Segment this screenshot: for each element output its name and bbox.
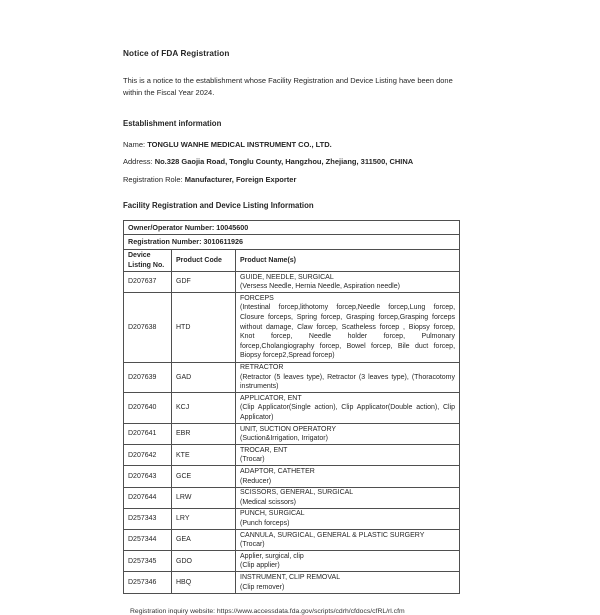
device-listing-no-cell: D207642 [124, 445, 172, 466]
device-listing-no-cell: D257343 [124, 508, 172, 529]
product-detail: (Intestinal forcep,lithotomy forcep,Needle forcep,Lung forcep, Closure forceps, Spring forcep, Grasping forcep,Grasping forceps without damage, Claw forcep, Scatheless forcep , Biopsy forcep, Knot forcep, Needle holder forcep, Pulmonary forcep,Cholangiography forcep, Bowel forcep, Bile duct forcep, Biopsy forcep2,Spread forcep) [240, 304, 456, 360]
registration-number: Registration Number: 3010611926 [124, 235, 460, 250]
product-code-cell: LRW [172, 487, 236, 508]
product-code-cell: GDF [172, 272, 236, 293]
table-row [124, 424, 460, 445]
product-name-cell [236, 466, 460, 487]
device-listing-no-cell: D207638 [124, 293, 172, 362]
product-detail: (Retractor (5 leaves type), Retractor (3 leaves type), (Thoracotomy instruments) [240, 373, 456, 391]
product-name-cell [236, 272, 460, 293]
product-name-cell [236, 424, 460, 445]
product-detail: (Clip remover) [240, 583, 285, 591]
table-row [124, 551, 460, 572]
product-detail: (Medical scissors) [240, 498, 297, 506]
table-row [124, 393, 460, 424]
product-name: PUNCH, SURGICAL [240, 510, 305, 518]
product-name-cell [236, 362, 460, 393]
owner-operator-row [124, 220, 460, 235]
table-header-row [124, 250, 460, 272]
owner-operator-number: Owner/Operator Number: 10045600 [124, 220, 460, 235]
field-label: Name: [123, 139, 148, 149]
table-row [124, 530, 460, 551]
device-listing-no-cell: D257344 [124, 530, 172, 551]
device-listing-no-cell: D207644 [124, 487, 172, 508]
product-code-cell: HBQ [172, 572, 236, 593]
product-detail: (Trocar) [240, 541, 265, 549]
column-header-product-names: Product Name(s) [236, 250, 460, 272]
intro-text: This is a notice to the establishment whose Facility Registration and Device Listing have been done within the Fiscal Year 2024. [123, 76, 453, 98]
product-code-cell: GCE [172, 466, 236, 487]
product-detail: (Versess Needle, Hernia Needle, Aspiration needle) [240, 283, 400, 291]
product-name: UNIT, SUCTION OPERATORY [240, 425, 337, 433]
column-header-device-listing-no: Device Listing No. [124, 250, 172, 272]
product-name-cell [236, 445, 460, 466]
table-row [124, 362, 460, 393]
notice-title: Notice of FDA Registration [123, 49, 230, 58]
product-name-cell [236, 393, 460, 424]
product-detail: (Clip Applicator(Single action), Clip Applicator(Double action), Clip Applicator) [240, 404, 456, 421]
device-listing-no-cell: D207639 [124, 362, 172, 393]
device-listing-no-cell: D207640 [124, 393, 172, 424]
column-header-product-code: Product Code [172, 250, 236, 272]
table-row [124, 293, 460, 362]
registration-number-row [124, 235, 460, 250]
device-listing-no-cell: D207637 [124, 272, 172, 293]
product-code-cell: KTE [172, 445, 236, 466]
field-value: TONGLU WANHE MEDICAL INSTRUMENT CO., LTD. [147, 139, 332, 149]
footer-note: Registration inquiry website: https://www.accessdata.fda.gov/scripts/cdrh/cfdocs/cfRL/rl.cfm [130, 607, 405, 615]
table-row [124, 487, 460, 508]
device-listing-no-cell: D257346 [124, 572, 172, 593]
establishment-field-address [123, 157, 459, 166]
product-code-cell: GAD [172, 362, 236, 393]
product-name: FORCEPS [240, 294, 274, 302]
product-code-cell: LRY [172, 508, 236, 529]
device-listing-no-cell: D207641 [124, 424, 172, 445]
product-detail: (Clip applier) [240, 562, 280, 570]
table-row [124, 445, 460, 466]
product-name: SCISSORS, GENERAL, SURGICAL [240, 489, 354, 497]
product-name: APPLICATOR, ENT [240, 394, 302, 402]
product-code-cell: GDO [172, 551, 236, 572]
product-detail: (Punch forceps) [240, 519, 290, 527]
table-row [124, 508, 460, 529]
document-page [123, 49, 459, 615]
table-row [124, 572, 460, 593]
field-value: Manufacturer, Foreign Exporter [184, 174, 297, 184]
product-code-cell: EBR [172, 424, 236, 445]
product-name-cell [236, 508, 460, 529]
product-detail: (Suction&Irrigation, Irrigator) [240, 435, 328, 443]
product-code-cell: KCJ [172, 393, 236, 424]
device-listing-no-cell: D207643 [124, 466, 172, 487]
establishment-field-name [123, 140, 459, 149]
table-row [124, 466, 460, 487]
device-listing-table [123, 220, 460, 594]
establishment-heading: Establishment information [123, 118, 222, 128]
product-name: GUIDE, NEEDLE, SURGICAL [240, 273, 334, 281]
product-name: CANNULA, SURGICAL, GENERAL & PLASTIC SURGERY [240, 531, 425, 539]
product-name-cell [236, 293, 460, 362]
product-name-cell [236, 551, 460, 572]
establishment-field-registration-role [123, 175, 459, 184]
product-name: INSTRUMENT, CLIP REMOVAL [240, 573, 341, 581]
product-detail: (Trocar) [240, 456, 265, 464]
product-name: RETRACTOR [240, 364, 284, 372]
field-label: Registration Role: [123, 174, 185, 184]
product-name-cell [236, 530, 460, 551]
product-code-cell: HTD [172, 293, 236, 362]
table-row [124, 272, 460, 293]
product-name-cell [236, 572, 460, 593]
listing-heading: Facility Registration and Device Listing Information [123, 200, 314, 210]
field-value: No.328 Gaojia Road, Tonglu County, Hangzhou, Zhejiang, 311500, CHINA [154, 157, 414, 167]
product-code-cell: GEA [172, 530, 236, 551]
product-detail: (Reducer) [240, 477, 272, 485]
product-name-cell [236, 487, 460, 508]
product-name: ADAPTOR, CATHETER [240, 467, 315, 475]
device-listing-no-cell: D257345 [124, 551, 172, 572]
field-label: Address: [123, 157, 155, 167]
product-name: Applier, surgical, clip [240, 552, 304, 560]
product-name: TROCAR, ENT [240, 446, 288, 454]
